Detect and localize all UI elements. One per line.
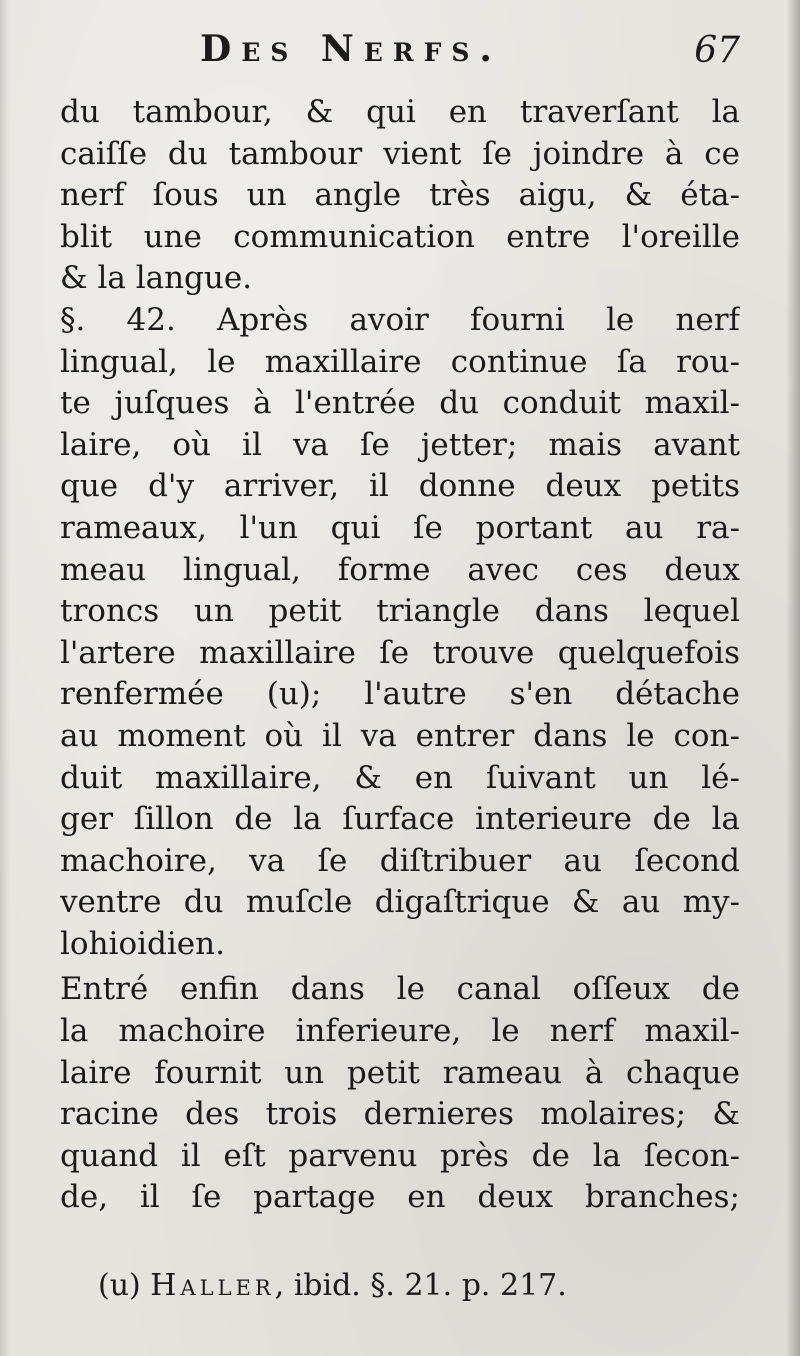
body-text — [60, 92, 740, 1219]
text-line: la machoire inferieure, le nerf maxil- — [60, 1013, 740, 1050]
text-line: ger ſillon de la ſurface interieure de la — [60, 801, 740, 838]
footnote-author: Haller — [150, 1268, 275, 1303]
text-line: duit maxillaire, & en ſuivant un lé- — [60, 759, 740, 796]
running-head — [60, 28, 740, 78]
text-line: & la langue. — [60, 260, 253, 297]
text-line: laire, où il va ſe jetter; mais avant — [60, 426, 740, 463]
text-line: au moment où il va entrer dans le con- — [60, 717, 740, 754]
running-title: Des Nerfs. — [200, 28, 502, 70]
text-line: laire fournit un petit rameau à chaque — [60, 1054, 740, 1091]
text-line: te juſques à l'entrée du conduit maxil- — [60, 385, 740, 422]
footnote-marker: (u) — [98, 1268, 141, 1303]
text-line: troncs un petit triangle dans lequel — [60, 593, 740, 630]
text-line: machoire, va ſe diſtribuer au ſecond — [60, 842, 740, 879]
page-shadow-right — [786, 0, 800, 1356]
text-line: blit une communication entre l'oreille — [60, 218, 740, 255]
text-line: rameaux, l'un qui ſe portant au ra- — [60, 509, 740, 546]
text-line: renfermée (u); l'autre s'en détache — [60, 676, 740, 713]
text-line: quand il eſt parvenu près de la ſecon- — [60, 1137, 740, 1174]
text-line: lohioidien. — [60, 925, 225, 962]
text-line: l'artere maxillaire ſe trouve quelquefois — [60, 634, 740, 671]
text-line: Entré enfin dans le canal oſſeux de — [60, 971, 740, 1008]
text-line: meau lingual, forme avec ces deux — [60, 551, 740, 588]
text-line: du tambour, & qui en traverſant la — [60, 94, 740, 130]
footnote — [60, 1268, 740, 1303]
text-line: §. 42. Après avoir fourni le nerf — [60, 301, 740, 338]
text-line: racine des trois dernieres molaires; & — [60, 1096, 740, 1133]
page-number: 67 — [694, 30, 740, 71]
text-line: que d'y arriver, il donne deux petits — [60, 468, 740, 505]
text-line: ventre du muſcle digaſtrique & au my- — [60, 884, 740, 921]
page-shadow-left — [0, 0, 10, 1356]
text-line: caiſſe du tambour vient ſe joindre à ce — [60, 135, 740, 172]
footnote-reference: , ibid. §. 21. p. 217. — [274, 1268, 567, 1303]
text-line: de, il ſe partage en deux branches; — [60, 1179, 740, 1216]
text-line: nerf ſous un angle très aigu, & éta- — [60, 177, 740, 214]
text-line: lingual, le maxillaire continue ſa rou- — [60, 343, 740, 380]
